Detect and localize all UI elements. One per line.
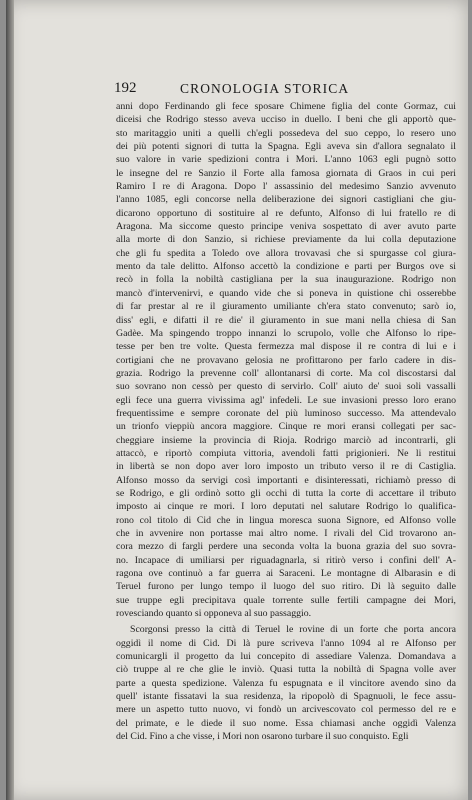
book-page <box>6 0 468 800</box>
text-line: anni dopo Ferdinando gli fece sposare Chimene figlia del conte Gormaz, cui <box>116 101 456 112</box>
text-line: suo valore in varie spedizioni contra i Mori. L'anno 1063 egli pugnò sotto <box>116 154 456 166</box>
text-line: le insegne del re Sanzio il Forte alla famosa giornata di Graos in cui peri <box>116 167 456 179</box>
text-line: che gli fu spedita a Toledo ove allora trovavasi che si spurgasse col giura- <box>116 247 456 259</box>
text-line: recò in folla la nobiltà castigliana per la sua inaugurazione. Rodrigo non <box>116 274 456 286</box>
text-line: Gadèe. Ma spingendo troppo innanzi lo scrupolo, volle che Alfonso lo ripe- <box>116 327 456 339</box>
book-gutter-shadow <box>6 0 14 800</box>
text-line: egli fece una guerra vivissima agl' infedeli. Le sue invasioni presso loro erano <box>116 394 456 406</box>
text-line: l'anno 1085, egli concorse nella deliberazione dei signori castigliani che giu- <box>116 194 456 206</box>
text-line: dicarono opportuno di sostituire al re defunto, Alfonso di lui fratello re di <box>116 207 456 219</box>
text-line: mento da tale delitto. Alfonso accettò la condizione e parti per Burgos ove si <box>116 261 456 273</box>
text-line: mancò d'intervenirvi, e quando vide che si poneva in quistione chi osserebbe <box>116 287 456 299</box>
text-line: sto maritaggio uniti a quelli ch'egli possedeva del suo ceppo, lo resero uno <box>116 127 456 139</box>
text-line: rono col titolo di Cid che in lingua moresca suona Signore, ed Alfonso volle <box>116 514 456 526</box>
text-line: grazia. Rodrigo la prevenne coll' allontanarsi di corte. Ma col discostarsi dal <box>116 367 456 379</box>
text-line: imposto ai cinque re mori. I loro deputati nel salutare Rodrigo lo qualifica- <box>116 501 456 513</box>
text-line: no. Incapace di umiliarsi per riguadagnarla, si ritirò verso i confini dell' A- <box>116 554 456 566</box>
text-line: quell' istante fissatavi la sua residenza, la ripopolò di Spagnuoli, le fece assu- <box>116 691 456 703</box>
text-line: mere un aspetto tutto nuovo, vi fondò un arcivescovato col permesso del re e <box>116 704 456 716</box>
text-line: comunicargli il progetto da lui concepito di assediare Valenza. Domandava a <box>116 651 456 663</box>
body-text <box>116 100 456 744</box>
text-line: suo sovrano non cessò per questo di servirlo. Coll' aiuto de' suoi soli vassalli <box>116 381 456 393</box>
text-line: alla morte di don Sanzio, si richiese previamente da lui colla deputazione <box>116 234 456 246</box>
text-line: Teruel furono per lungo tempo il luogo del suo ritiro. Di là seguito dalle <box>116 581 456 593</box>
text-line: del Cid. Fino a che visse, i Mori non osarono turbare il suo conquisto. Egli <box>116 731 409 743</box>
page-number: 192 <box>114 80 137 96</box>
text-line: cheggiare insieme la provincia di Rioja. Rodrigo marciò ad incontrarli, gli <box>116 434 456 446</box>
text-line: sue truppe egli precipitava quale torrente sulle fertili campagne dei Mori, <box>116 594 456 606</box>
text-line: Alfonso mosso da servigi così importanti e disinteressati, richiamò presso di <box>116 474 456 486</box>
text-line: ragona ove continuò a far guerra ai Saraceni. Le montagne di Albarasin e di <box>116 568 456 580</box>
text-line: ciò truppe al re che glie le inviò. Quasi tutta la nobiltà di Spagna volle aver <box>116 664 456 676</box>
text-line: oggidì il nome di Cid. Di là pure scriveva l'anno 1094 al re Alfonso per <box>116 637 456 649</box>
text-line: rovesciando quanto si opponeva al suo passaggio. <box>116 608 312 620</box>
text-line: diss' egli, e difatti il re die' il giuramento in sue mani nella chiesa di San <box>116 314 456 326</box>
text-line: del primate, e le diede il suo nome. Essa chiamasi anche oggidì Valenza <box>116 717 456 729</box>
text-line: in libertà se non dopo aver loro imposto un tributo verso il re di Castiglia. <box>116 461 456 473</box>
text-line: tesse per ben tre volte. Questa fermezza mal dispose il re contra di lui e i <box>116 341 456 353</box>
text-line: dei più potenti signori di tutta la Spagna. Egli aveva sin d'allora segnalato il <box>116 141 456 153</box>
text-line: di far prestar al re il giuramento umiliante ch'era stato convenuto; sarò io, <box>116 301 456 313</box>
text-line: Aragona. Ma siccome questo principe veniva sospettato di aver avuto parte <box>116 221 456 233</box>
text-line: se Rodrigo, e gli ordinò sotto gli occhi di tutta la corte di accettare il tributo <box>116 487 456 499</box>
text-line: Ramiro I re di Aragona. Dopo l' assassinio del medesimo Sanzio avvenuto <box>116 181 456 193</box>
text-line: diceisi che Rodrigo stesso aveva ucciso in duello. I beni che gli apportò que- <box>116 114 456 126</box>
text-line: che in avvenire non portasse mai altro nome. I rivali del Cid trovarono an- <box>116 528 456 539</box>
text-line: cora mezzo di fargli perdere una seconda volta la buona grazia del suo sovra- <box>116 541 456 553</box>
running-header <box>114 80 440 102</box>
text-line: attaccò, e riportò compiuta vittoria, avendoli fatti prigionieri. Ne li restitui <box>116 447 456 459</box>
text-line: Scorgonsi presso la città di Teruel le rovine di un forte che porta ancora <box>130 624 456 636</box>
text-line: frequentissime e sempre coronate del più luminoso successo. Ma attendevalo <box>116 407 456 419</box>
text-line: cortigiani che ne provavano gelosia ne profittarono per farlo cadere in dis- <box>116 354 456 366</box>
text-line: un trionfo vieppiù ancora maggiore. Cinque re mori eransi collegati per sac- <box>116 421 456 433</box>
text-line: parte a questa spedizione. Valenza fu espugnata e il vincitore avendo sino da <box>116 677 456 689</box>
running-title: CRONOLOGIA STORICA <box>180 81 350 96</box>
